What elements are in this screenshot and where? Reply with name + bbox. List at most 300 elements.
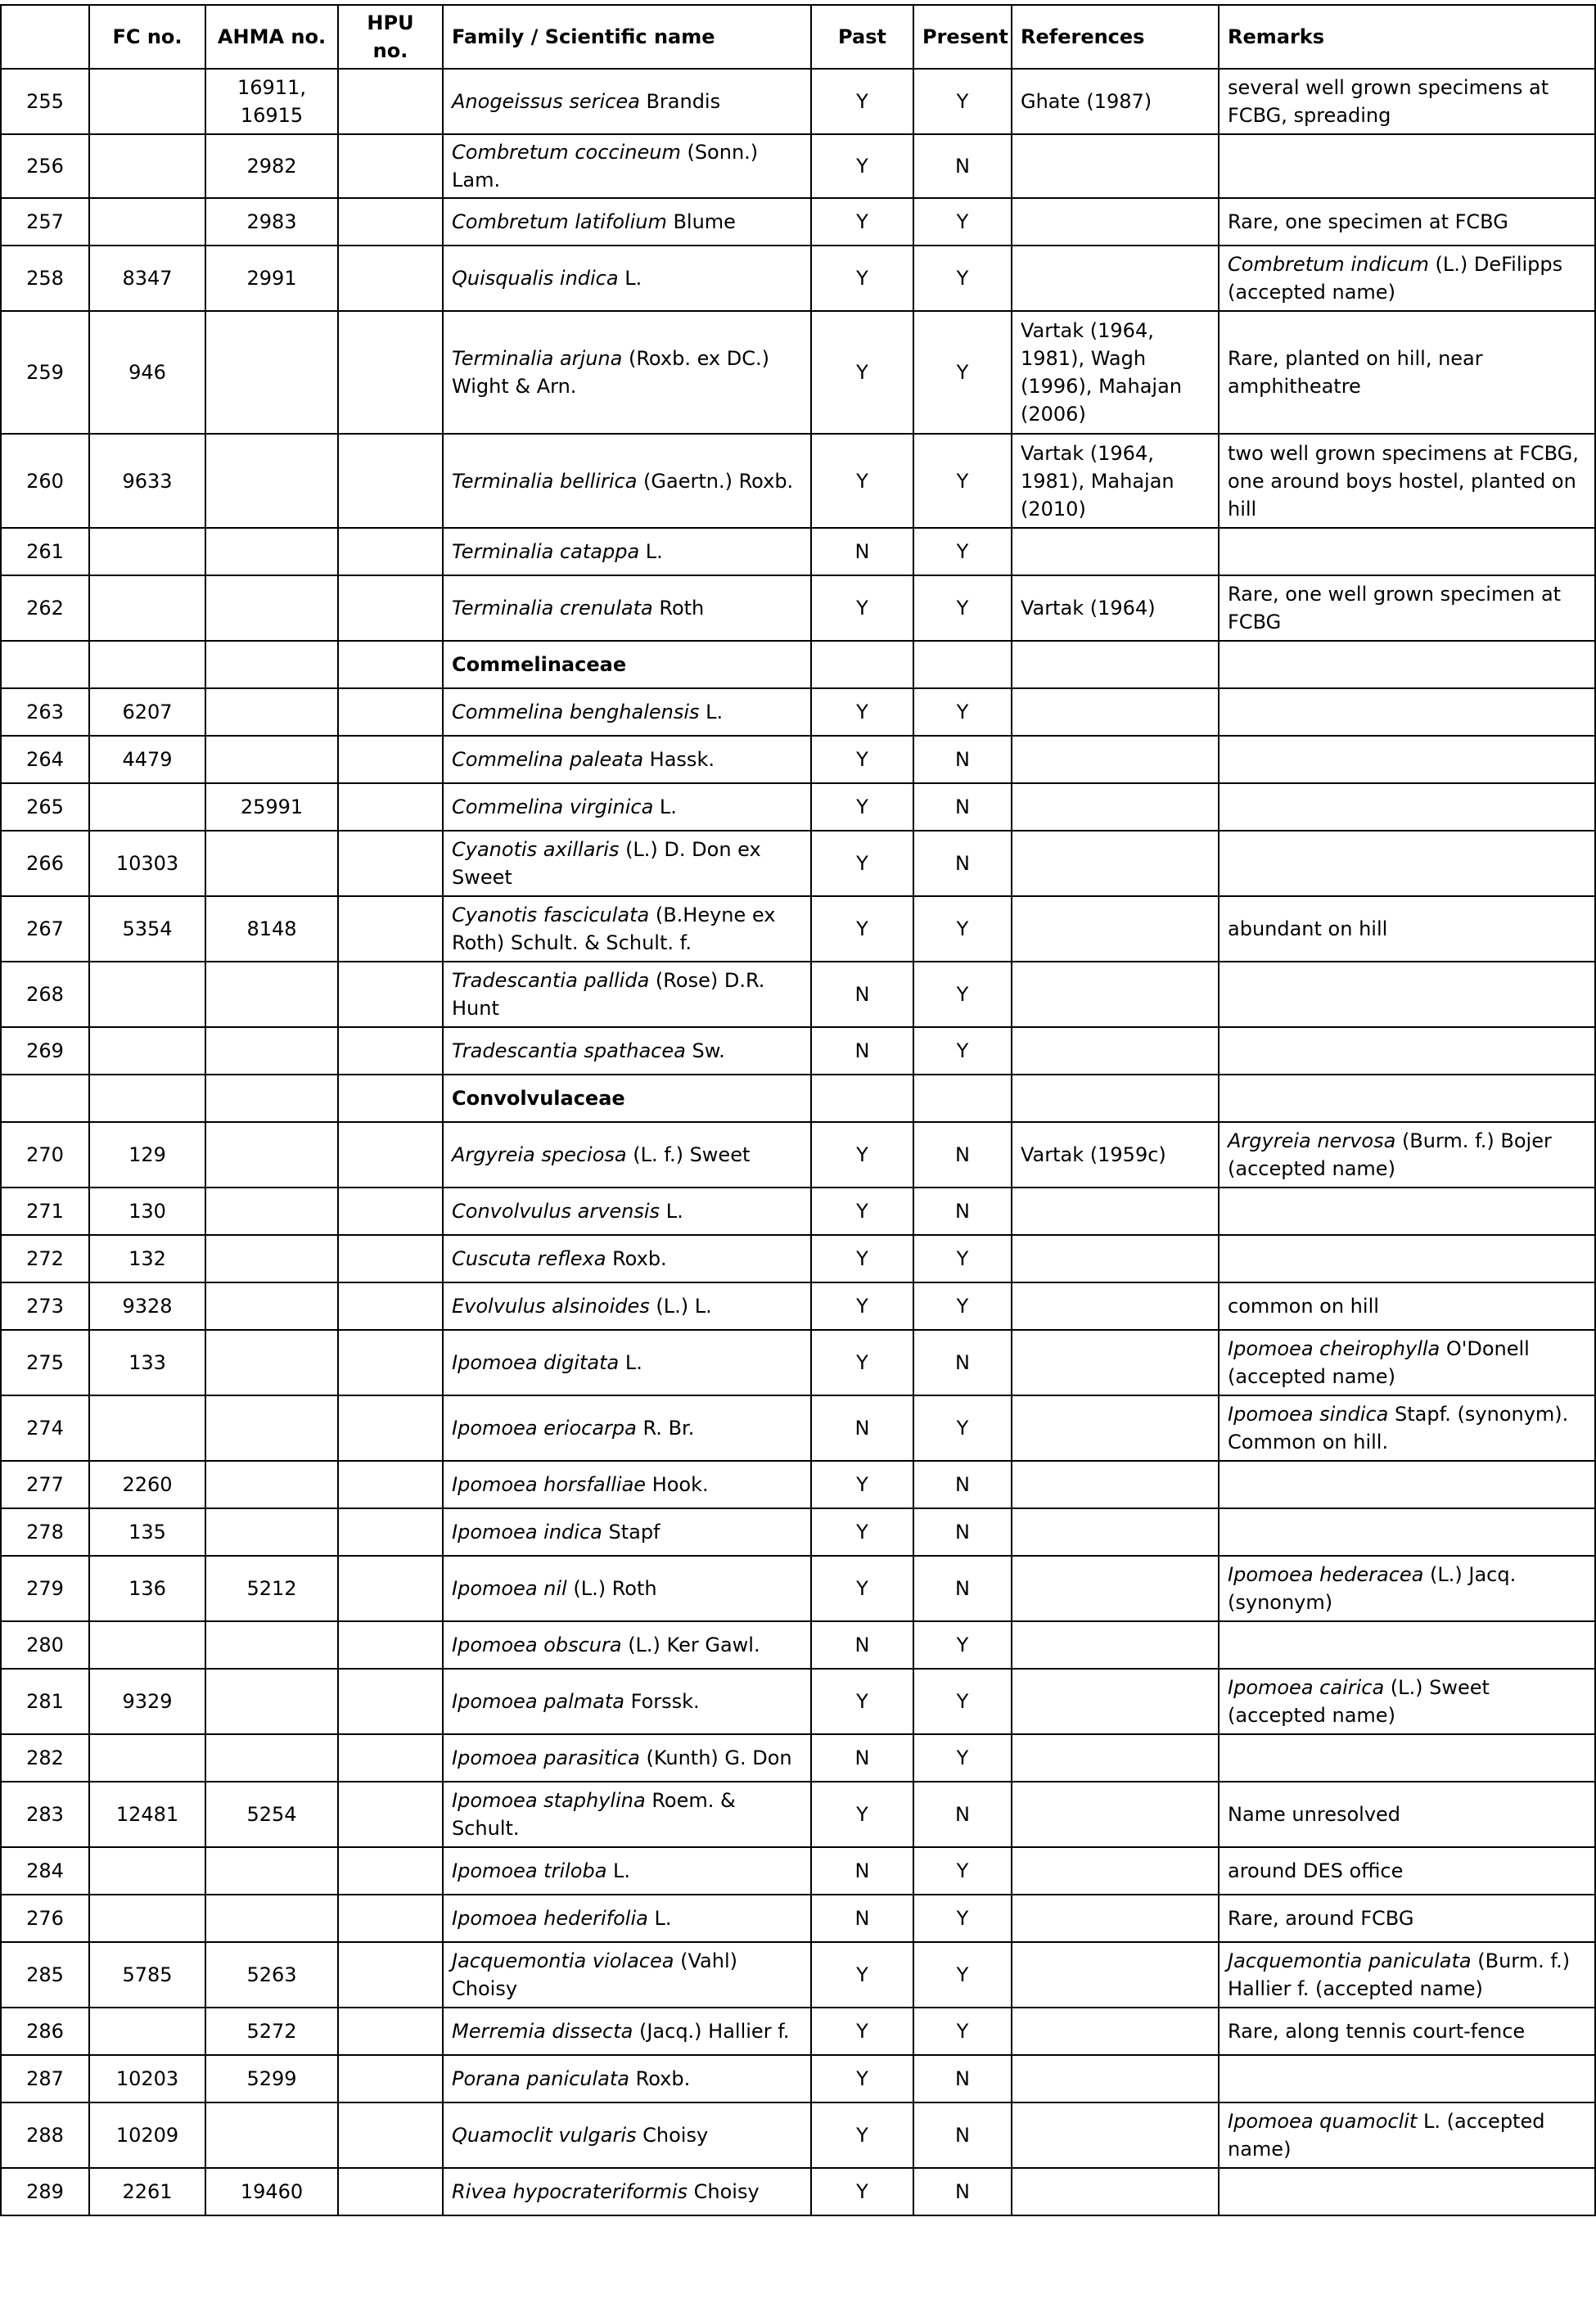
serial-number: 282 [1, 1734, 89, 1782]
ahma-number: 16911, 16915 [205, 69, 338, 134]
serial-number: 283 [1, 1782, 89, 1847]
remarks [1219, 1282, 1595, 1330]
present-status: Y [913, 246, 1012, 311]
hpu-number [338, 575, 443, 641]
past-status: Y [811, 1235, 913, 1282]
ahma-number [205, 962, 338, 1027]
present-status: N [913, 134, 1012, 198]
fc-number [89, 134, 205, 198]
hpu-number [338, 1282, 443, 1330]
fc-number: 133 [89, 1330, 205, 1395]
scientific-name [443, 1556, 811, 1621]
species-author: Forssk. [624, 1690, 700, 1713]
hpu-number [338, 1847, 443, 1895]
table-row [1, 896, 1595, 962]
species-author: (Gaertn.) Roxb. [637, 469, 794, 493]
past-status: N [811, 1395, 913, 1461]
references [1012, 2168, 1219, 2215]
empty-cell [913, 641, 1012, 688]
fc-number: 9633 [89, 434, 205, 528]
ahma-number [205, 736, 338, 783]
species-binomial: Tradescantia spathacea [452, 1039, 686, 1062]
hpu-number [338, 1395, 443, 1461]
references [1012, 1027, 1219, 1075]
remark-taxon: Ipomoea hederacea [1228, 1563, 1424, 1586]
serial-number: 257 [1, 198, 89, 246]
present-status: Y [913, 1847, 1012, 1895]
references [1012, 1461, 1219, 1508]
past-status: Y [811, 1282, 913, 1330]
references [1012, 198, 1219, 246]
remark-text: (L.) Sweet (accepted name) [1228, 1676, 1490, 1727]
species-author: L. [606, 1859, 631, 1882]
species-binomial: Ipomoea hederifolia [452, 1907, 648, 1930]
references [1012, 896, 1219, 962]
table-row [1, 134, 1595, 198]
remarks [1219, 134, 1595, 198]
species-author: L. [639, 540, 663, 563]
remark-text: Rare, planted on hill, near amphitheatre [1228, 347, 1483, 398]
species-binomial: Ipomoea horsfalliae [452, 1473, 647, 1496]
empty-cell [1219, 1075, 1595, 1122]
species-binomial: Quisqualis indica [452, 267, 619, 290]
remarks [1219, 962, 1595, 1027]
fc-number [89, 1734, 205, 1782]
scientific-name [443, 1508, 811, 1556]
past-status: N [811, 1621, 913, 1669]
hpu-number [338, 1508, 443, 1556]
hpu-number [338, 1188, 443, 1235]
ahma-number [205, 688, 338, 736]
references [1012, 1556, 1219, 1621]
references [1012, 1895, 1219, 1942]
species-author: L. [660, 1200, 683, 1223]
hpu-number [338, 1942, 443, 2008]
ahma-number [205, 311, 338, 434]
fc-number: 9328 [89, 1282, 205, 1330]
remarks [1219, 2168, 1595, 2215]
table-row [1, 1782, 1595, 1847]
species-binomial: Jacquemontia violacea [452, 1949, 674, 1972]
empty-cell [205, 641, 338, 688]
scientific-name [443, 311, 811, 434]
species-author: (L.) L. [649, 1295, 712, 1318]
serial-number: 259 [1, 311, 89, 434]
empty-cell [1, 1075, 89, 1122]
remarks [1219, 434, 1595, 528]
table-row [1, 69, 1595, 134]
remarks [1219, 69, 1595, 134]
fc-number [89, 69, 205, 134]
table-row [1, 2102, 1595, 2168]
table-row [1, 783, 1595, 831]
ahma-number [205, 1330, 338, 1395]
species-author: (Kunth) G. Don [639, 1746, 792, 1769]
present-status: Y [913, 2008, 1012, 2055]
species-binomial: Ipomoea digitata [452, 1351, 620, 1374]
remarks [1219, 2102, 1595, 2168]
hpu-number [338, 783, 443, 831]
species-author: (Vahl) Choisy [452, 1949, 737, 2000]
fc-number [89, 783, 205, 831]
species-binomial: Tradescantia pallida [452, 969, 650, 992]
remarks [1219, 198, 1595, 246]
serial-number: 285 [1, 1942, 89, 2008]
past-status: Y [811, 688, 913, 736]
hpu-number [338, 1461, 443, 1508]
species-binomial: Cyanotis fasciculata [452, 904, 650, 926]
ahma-number [205, 1734, 338, 1782]
remark-text: (Burm. f.) Hallier f. (accepted name) [1228, 1949, 1571, 2000]
species-binomial: Ipomoea staphylina [452, 1789, 646, 1812]
serial-number: 256 [1, 134, 89, 198]
ahma-number [205, 1895, 338, 1942]
ahma-number [205, 434, 338, 528]
present-status: Y [913, 1895, 1012, 1942]
hpu-number [338, 1895, 443, 1942]
serial-number: 277 [1, 1461, 89, 1508]
scientific-name [443, 831, 811, 896]
species-binomial: Anogeissus sericea [452, 90, 640, 113]
scientific-name [443, 134, 811, 198]
empty-cell [1, 641, 89, 688]
serial-number: 271 [1, 1188, 89, 1235]
past-status: Y [811, 2168, 913, 2215]
remark-text: common on hill [1228, 1295, 1379, 1318]
species-binomial: Combretum latifolium [452, 210, 667, 233]
remarks [1219, 1895, 1595, 1942]
references [1012, 1188, 1219, 1235]
serial-number: 272 [1, 1235, 89, 1282]
ahma-number: 5263 [205, 1942, 338, 2008]
scientific-name [443, 1782, 811, 1847]
remark-text: abundant on hill [1228, 917, 1388, 940]
empty-cell [811, 641, 913, 688]
serial-number: 276 [1, 1895, 89, 1942]
scientific-name [443, 575, 811, 641]
hpu-number [338, 1782, 443, 1847]
references [1012, 1508, 1219, 1556]
ahma-number [205, 1461, 338, 1508]
fc-number: 2261 [89, 2168, 205, 2215]
remarks [1219, 1027, 1595, 1075]
serial-number: 264 [1, 736, 89, 783]
remarks [1219, 1556, 1595, 1621]
species-author: (L. f.) Sweet [626, 1143, 751, 1166]
species-binomial: Convolvulus arvensis [452, 1200, 660, 1223]
table-row [1, 1122, 1595, 1188]
remarks [1219, 1461, 1595, 1508]
serial-number: 280 [1, 1621, 89, 1669]
table-row [1, 1282, 1595, 1330]
fc-number: 2260 [89, 1461, 205, 1508]
table-row [1, 1942, 1595, 2008]
remark-text: O'Donell (accepted name) [1228, 1337, 1530, 1388]
hpu-number [338, 736, 443, 783]
scientific-name [443, 1895, 811, 1942]
remark-taxon: Combretum indicum [1228, 253, 1429, 276]
species-binomial: Terminalia catappa [452, 540, 640, 563]
species-author: Blume [666, 210, 736, 233]
remarks [1219, 1122, 1595, 1188]
species-binomial: Ipomoea indica [452, 1521, 602, 1544]
past-status: Y [811, 1461, 913, 1508]
species-binomial: Evolvulus alsinoides [452, 1295, 650, 1318]
remarks [1219, 688, 1595, 736]
present-status: Y [913, 311, 1012, 434]
remarks [1219, 246, 1595, 311]
table-row [1, 1895, 1595, 1942]
hpu-number [338, 2168, 443, 2215]
species-author: Hook. [646, 1473, 709, 1496]
hpu-number [338, 311, 443, 434]
fc-number: 4479 [89, 736, 205, 783]
hpu-number [338, 1122, 443, 1188]
table-row [1, 688, 1595, 736]
table-row [1, 1847, 1595, 1895]
references [1012, 1621, 1219, 1669]
serial-number: 261 [1, 528, 89, 575]
scientific-name [443, 434, 811, 528]
hpu-number [338, 1669, 443, 1734]
table-row [1, 1027, 1595, 1075]
fc-number: 10209 [89, 2102, 205, 2168]
remarks [1219, 1782, 1595, 1847]
header-ahma-no: AHMA no. [205, 5, 338, 69]
fc-number: 8347 [89, 246, 205, 311]
present-status: N [913, 1122, 1012, 1188]
fc-number: 5354 [89, 896, 205, 962]
present-status: N [913, 2055, 1012, 2102]
fc-number [89, 2008, 205, 2055]
scientific-name [443, 1188, 811, 1235]
remark-taxon: Ipomoea quamoclit [1228, 2110, 1418, 2133]
ahma-number [205, 2102, 338, 2168]
references: Vartak (1964, 1981), Mahajan (2010) [1012, 434, 1219, 528]
hpu-number [338, 962, 443, 1027]
ahma-number [205, 831, 338, 896]
serial-number: 260 [1, 434, 89, 528]
past-status: Y [811, 575, 913, 641]
hpu-number [338, 1734, 443, 1782]
serial-number: 269 [1, 1027, 89, 1075]
ahma-number [205, 1188, 338, 1235]
remark-text: L. (accepted name) [1228, 2110, 1545, 2161]
remarks [1219, 736, 1595, 783]
hpu-number [338, 896, 443, 962]
header-present: Present [913, 5, 1012, 69]
hpu-number [338, 1027, 443, 1075]
remark-text: Rare, around FCBG [1228, 1907, 1414, 1930]
references [1012, 2055, 1219, 2102]
fc-number: 9329 [89, 1669, 205, 1734]
species-binomial: Combretum coccineum [452, 141, 681, 164]
fc-number [89, 1847, 205, 1895]
scientific-name [443, 1330, 811, 1395]
species-binomial: Ipomoea eriocarpa [452, 1417, 637, 1440]
remarks [1219, 1942, 1595, 2008]
remark-text: several well grown specimens at FCBG, spreading [1228, 76, 1549, 127]
serial-number: 287 [1, 2055, 89, 2102]
serial-number: 288 [1, 2102, 89, 2168]
hpu-number [338, 831, 443, 896]
ahma-number [205, 528, 338, 575]
species-binomial: Commelina virginica [452, 795, 654, 818]
remarks [1219, 1669, 1595, 1734]
species-author: L. [619, 1351, 642, 1374]
species-binomial: Ipomoea obscura [452, 1634, 622, 1656]
past-status: Y [811, 1556, 913, 1621]
hpu-number [338, 2055, 443, 2102]
references [1012, 528, 1219, 575]
scientific-name [443, 783, 811, 831]
remarks [1219, 1395, 1595, 1461]
serial-number: 262 [1, 575, 89, 641]
serial-number: 270 [1, 1122, 89, 1188]
remarks [1219, 1508, 1595, 1556]
ahma-number [205, 1669, 338, 1734]
remarks [1219, 896, 1595, 962]
remarks [1219, 575, 1595, 641]
fc-number: 6207 [89, 688, 205, 736]
scientific-name [443, 1395, 811, 1461]
species-author: Sw. [685, 1039, 725, 1062]
references [1012, 134, 1219, 198]
species-author: L. [647, 1907, 672, 1930]
table-row [1, 1461, 1595, 1508]
references: Vartak (1964) [1012, 575, 1219, 641]
ahma-number [205, 1282, 338, 1330]
references [1012, 1235, 1219, 1282]
ahma-number [205, 1847, 338, 1895]
table-row [1, 736, 1595, 783]
serial-number: 263 [1, 688, 89, 736]
ahma-number [205, 1395, 338, 1461]
species-binomial: Ipomoea palmata [452, 1690, 624, 1713]
header-scientific-name: Family / Scientific name [443, 5, 811, 69]
hpu-number [338, 1330, 443, 1395]
table-row [1, 575, 1595, 641]
remark-text: Name unresolved [1228, 1803, 1401, 1826]
species-binomial: Rivea hypocrateriformis [452, 2180, 688, 2203]
present-status: N [913, 2168, 1012, 2215]
species-binomial: Commelina paleata [452, 748, 644, 771]
present-status: Y [913, 896, 1012, 962]
remarks [1219, 1188, 1595, 1235]
header-remarks: Remarks [1219, 5, 1595, 69]
hpu-number [338, 2102, 443, 2168]
serial-number: 279 [1, 1556, 89, 1621]
ahma-number: 19460 [205, 2168, 338, 2215]
serial-number: 286 [1, 2008, 89, 2055]
species-author: Brandis [639, 90, 721, 113]
hpu-number [338, 1235, 443, 1282]
present-status: N [913, 783, 1012, 831]
scientific-name [443, 1282, 811, 1330]
species-author: Roxb. [629, 2067, 691, 2090]
remarks [1219, 1235, 1595, 1282]
past-status: N [811, 962, 913, 1027]
empty-cell [205, 1075, 338, 1122]
past-status: Y [811, 198, 913, 246]
species-author: (Roxb. ex DC.) Wight & Arn. [452, 347, 769, 398]
table-row [1, 1734, 1595, 1782]
table-row [1, 1395, 1595, 1461]
header-references: References [1012, 5, 1219, 69]
fc-number: 946 [89, 311, 205, 434]
past-status: Y [811, 2055, 913, 2102]
fc-number: 12481 [89, 1782, 205, 1847]
past-status: Y [811, 2102, 913, 2168]
serial-number: 281 [1, 1669, 89, 1734]
references [1012, 1669, 1219, 1734]
species-binomial: Terminalia arjuna [452, 347, 623, 370]
species-table [0, 4, 1596, 2216]
species-author: Roth [652, 597, 705, 620]
empty-cell [1219, 641, 1595, 688]
scientific-name [443, 1621, 811, 1669]
remark-text: around DES office [1228, 1859, 1404, 1882]
serial-number: 274 [1, 1395, 89, 1461]
serial-number: 275 [1, 1330, 89, 1395]
scientific-name [443, 1235, 811, 1282]
scientific-name [443, 1461, 811, 1508]
remarks [1219, 1330, 1595, 1395]
species-binomial: Terminalia crenulata [452, 597, 653, 620]
serial-number: 266 [1, 831, 89, 896]
past-status: N [811, 1895, 913, 1942]
species-binomial: Porana paniculata [452, 2067, 629, 2090]
present-status: Y [913, 434, 1012, 528]
references [1012, 2102, 1219, 2168]
fc-number [89, 198, 205, 246]
species-author: (Sonn.) Lam. [452, 141, 759, 192]
fc-number: 135 [89, 1508, 205, 1556]
references [1012, 2008, 1219, 2055]
references [1012, 688, 1219, 736]
species-author: (L.) Roth [566, 1577, 657, 1600]
table-row [1, 311, 1595, 434]
species-author: (B.Heyne ex Roth) Schult. & Schult. f. [452, 904, 776, 954]
species-author: R. Br. [636, 1417, 695, 1440]
ahma-number: 2983 [205, 198, 338, 246]
scientific-name [443, 1027, 811, 1075]
ahma-number [205, 1235, 338, 1282]
hpu-number [338, 198, 443, 246]
ahma-number [205, 1508, 338, 1556]
scientific-name [443, 1669, 811, 1734]
table-row [1, 2168, 1595, 2215]
scientific-name [443, 1734, 811, 1782]
present-status: Y [913, 1395, 1012, 1461]
table-row [1, 434, 1595, 528]
scientific-name [443, 69, 811, 134]
serial-number: 258 [1, 246, 89, 311]
ahma-number: 2982 [205, 134, 338, 198]
references [1012, 1782, 1219, 1847]
present-status: N [913, 2102, 1012, 2168]
past-status: Y [811, 1188, 913, 1235]
ahma-number: 5212 [205, 1556, 338, 1621]
header-fc-no: FC no. [89, 5, 205, 69]
references [1012, 1734, 1219, 1782]
remark-taxon: Argyreia nervosa [1228, 1129, 1396, 1152]
species-author: Choisy [636, 2124, 709, 2147]
species-binomial: Commelina benghalensis [452, 701, 700, 723]
past-status: Y [811, 1508, 913, 1556]
ahma-number: 5299 [205, 2055, 338, 2102]
present-status: Y [913, 688, 1012, 736]
